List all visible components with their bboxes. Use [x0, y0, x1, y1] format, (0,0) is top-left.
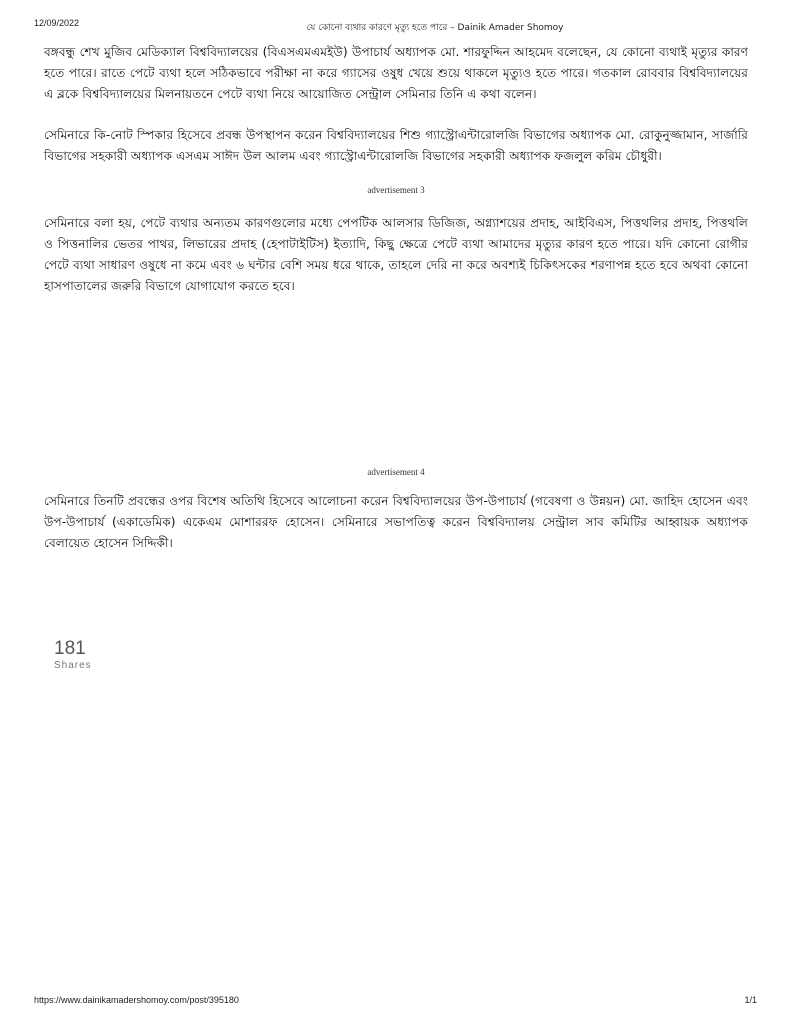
- advertisement-3-label: advertisement 3: [367, 185, 425, 195]
- advertisement-blank-space: [44, 297, 748, 467]
- print-page-number: 1/1: [744, 995, 757, 1005]
- print-footer-url: https://www.dainikamadershomoy.com/post/395180: [34, 995, 239, 1005]
- article-paragraph-2: সেমিনারে কি-নোট স্পিকার হিসেবে প্রবন্ধ উপস্থাপন করেন বিশ্ববিদ্যালয়ের শিশু গ্যাস্ট্রোএন্টারোলজি বিভাগের অধ্যাপক মো. রোকুনুজ্জামান, সার্জারি বিভাগের সহকারী অধ্যাপক এসএম সাঈদ উল আলম এবং গ্যাস্ট্রোএন্টারোলজি বিভাগের সহকারী অধ্যাপক ফজলুল করিম চৌধুরী।: [44, 128, 748, 163]
- article-paragraph-3: সেমিনারে বলা হয়, পেটে ব্যথার অন্যতম কারণগুলোর মধ্যে পেপটিক আলসার ডিজিজ, অগ্ন্যাশয়ের প্রদাহ, আইবিএস, পিত্তথলির প্রদাহ, পিত্তথলি ও পিত্তনালির ভেতর পাথর, লিভারের প্রদাহ (হেপাটাইটিস) ইত্যাদি, কিছু ক্ষেত্রে পেটে ব্যথা আমাদের মৃত্যুর কারণ হতে পারে। যদি কোনো রোগীর পেটে ব্যথা সাধারণ ওষুধে না কমে এবং ৬ ঘন্টার বেশি সময় ধরে থাকে, তাহলে দেরি না করে অবশ্যই চিকিৎসকের শরণাপন্ন হতে হবে অথবা কোনো হাসপাতালের জরুরি বিভাগে যোগাযোগ করতে হবে।: [44, 216, 748, 293]
- print-page-title: যে কোনো ব্যথার কারণে মৃত্যু হতে পারে – Dainik Amader Shomoy: [306, 23, 564, 33]
- article-paragraph-4: সেমিনারে তিনটি প্রবন্ধের ওপর বিশেষ অতিথি হিসেবে আলোচনা করেন বিশ্ববিদ্যালয়ের উপ-উপাচার্য (গবেষণা ও উন্নয়ন) মো. জাহিদ হোসেন এবং উপ-উপাচার্য (একাডেমিক) একেএম মোশাররফ হোসেন। সেমিনারে সভাপতিত্ব করেন বিশ্ববিদ্যালয় সেন্ট্রাল সাব কমিটির আহ্বায়ক অধ্যাপক বেলায়েত হোসেন সিদ্দিকী।: [44, 494, 748, 550]
- share-count: 181: [54, 638, 86, 659]
- share-label: Shares: [54, 660, 92, 671]
- share-counter: [54, 638, 114, 671]
- print-date: 12/09/2022: [34, 18, 80, 28]
- article-paragraph-1: বঙ্গবন্ধু শেখ মুজিব মেডিক্যাল বিশ্ববিদ্যালয়ের (বিএসএমএমইউ) উপাচার্য অধ্যাপক মো. শারফুদ্দিন আহমেদ বলেছেন, যে কোনো ব্যথাই মৃত্যুর কারণ হতে পারে। রাতে পেটে ব্যথা হলে সঠিকভাবে পরীক্ষা না করে গ্যাসের ওষুধ খেয়ে শুয়ে থাকলে মৃত্যুও হতে পারে। গতকাল রোববার বিশ্ববিদ্যালয়ের এ ব্লকে বিশ্ববিদ্যালয়ের মিলনায়তনে পেটে ব্যথা নিয়ে আয়োজিত সেন্ট্রাল সেমিনার তিনি এ কথা বলেন।: [44, 45, 748, 101]
- article-body: [44, 42, 748, 554]
- advertisement-4-label: advertisement 4: [367, 467, 425, 477]
